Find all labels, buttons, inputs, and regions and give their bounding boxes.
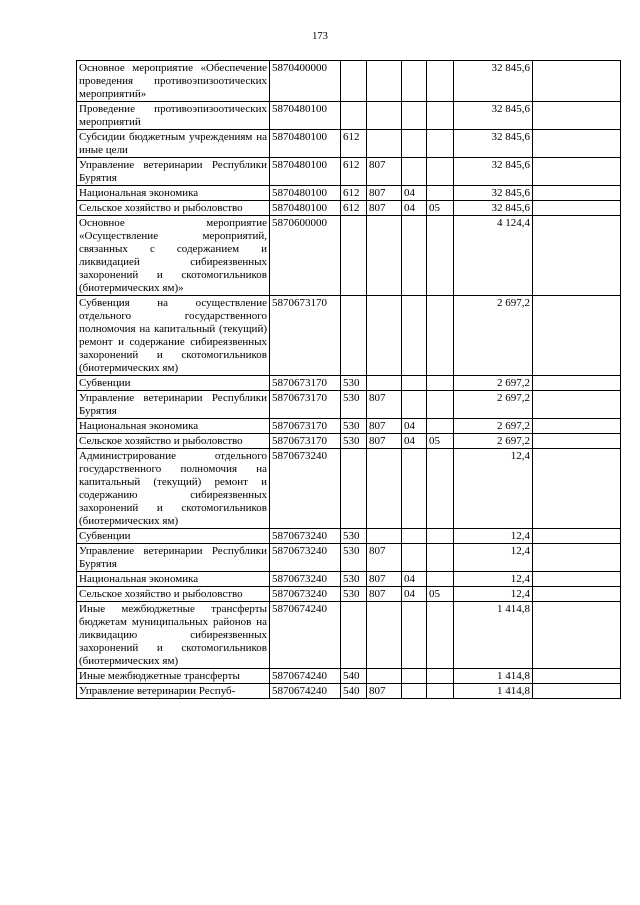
target-article-cell: 5870673240 bbox=[270, 529, 341, 544]
subsection-cell bbox=[427, 61, 454, 102]
subsection-cell: 05 bbox=[427, 201, 454, 216]
administrator-cell: 807 bbox=[367, 201, 402, 216]
administrator-cell: 807 bbox=[367, 572, 402, 587]
amount-cell: 1 414,8 bbox=[454, 669, 533, 684]
amount-cell: 32 845,6 bbox=[454, 130, 533, 158]
target-article-cell: 5870673170 bbox=[270, 296, 341, 376]
empty-cell bbox=[533, 572, 621, 587]
section-cell bbox=[402, 376, 427, 391]
empty-cell bbox=[533, 61, 621, 102]
expense-type-cell: 530 bbox=[341, 376, 367, 391]
administrator-cell: 807 bbox=[367, 434, 402, 449]
expense-type-cell: 612 bbox=[341, 130, 367, 158]
target-article-cell: 5870480100 bbox=[270, 158, 341, 186]
section-cell: 04 bbox=[402, 186, 427, 201]
section-cell bbox=[402, 669, 427, 684]
subsection-cell bbox=[427, 684, 454, 699]
target-article-cell: 5870673240 bbox=[270, 449, 341, 529]
empty-cell bbox=[533, 391, 621, 419]
table-row bbox=[77, 529, 621, 544]
table-row bbox=[77, 669, 621, 684]
expense-type-cell bbox=[341, 449, 367, 529]
subsection-cell: 05 bbox=[427, 587, 454, 602]
administrator-cell bbox=[367, 669, 402, 684]
administrator-cell: 807 bbox=[367, 419, 402, 434]
subsection-cell bbox=[427, 376, 454, 391]
row-name-cell: Управление ветеринарии Республики Бурятия bbox=[77, 391, 270, 419]
expense-type-cell bbox=[341, 102, 367, 130]
target-article-cell: 5870480100 bbox=[270, 186, 341, 201]
empty-cell bbox=[533, 201, 621, 216]
table-row bbox=[77, 419, 621, 434]
administrator-cell bbox=[367, 296, 402, 376]
section-cell bbox=[402, 449, 427, 529]
expense-type-cell: 530 bbox=[341, 419, 367, 434]
administrator-cell bbox=[367, 449, 402, 529]
target-article-cell: 5870674240 bbox=[270, 684, 341, 699]
row-name-cell: Управление ветеринарии Республики Бурятия bbox=[77, 158, 270, 186]
administrator-cell: 807 bbox=[367, 186, 402, 201]
section-cell bbox=[402, 544, 427, 572]
subsection-cell bbox=[427, 419, 454, 434]
target-article-cell: 5870674240 bbox=[270, 669, 341, 684]
expense-type-cell: 530 bbox=[341, 544, 367, 572]
expense-type-cell: 530 bbox=[341, 434, 367, 449]
row-name-cell: Субвенция на осуществление отдельного государственного полномочия на капитальный (текущий) ремонт и содержание сибиреязвенных захоронений и скотомогильников (биотермических ям) bbox=[77, 296, 270, 376]
section-cell: 04 bbox=[402, 201, 427, 216]
empty-cell bbox=[533, 158, 621, 186]
table-row bbox=[77, 201, 621, 216]
table-row bbox=[77, 602, 621, 669]
empty-cell bbox=[533, 587, 621, 602]
row-name-cell: Управление ветеринарии Республики Бурятия bbox=[77, 544, 270, 572]
target-article-cell: 5870480100 bbox=[270, 130, 341, 158]
row-name-cell: Субвенции bbox=[77, 376, 270, 391]
administrator-cell bbox=[367, 130, 402, 158]
empty-cell bbox=[533, 186, 621, 201]
subsection-cell bbox=[427, 669, 454, 684]
subsection-cell bbox=[427, 602, 454, 669]
amount-cell: 32 845,6 bbox=[454, 158, 533, 186]
amount-cell: 12,4 bbox=[454, 572, 533, 587]
amount-cell: 32 845,6 bbox=[454, 186, 533, 201]
section-cell bbox=[402, 102, 427, 130]
target-article-cell: 5870673170 bbox=[270, 391, 341, 419]
table-row bbox=[77, 376, 621, 391]
empty-cell bbox=[533, 602, 621, 669]
section-cell bbox=[402, 61, 427, 102]
target-article-cell: 5870673170 bbox=[270, 419, 341, 434]
amount-cell: 2 697,2 bbox=[454, 434, 533, 449]
expense-type-cell bbox=[341, 61, 367, 102]
row-name-cell: Сельское хозяйство и рыболовство bbox=[77, 434, 270, 449]
administrator-cell bbox=[367, 102, 402, 130]
budget-table bbox=[76, 60, 621, 699]
section-cell bbox=[402, 602, 427, 669]
target-article-cell: 5870480100 bbox=[270, 102, 341, 130]
target-article-cell: 5870673240 bbox=[270, 572, 341, 587]
row-name-cell: Сельское хозяйство и рыболовство bbox=[77, 587, 270, 602]
table-row bbox=[77, 434, 621, 449]
table-row bbox=[77, 61, 621, 102]
administrator-cell: 807 bbox=[367, 391, 402, 419]
amount-cell: 32 845,6 bbox=[454, 201, 533, 216]
subsection-cell bbox=[427, 130, 454, 158]
amount-cell: 1 414,8 bbox=[454, 684, 533, 699]
table-row bbox=[77, 130, 621, 158]
subsection-cell bbox=[427, 529, 454, 544]
administrator-cell: 807 bbox=[367, 158, 402, 186]
table-row bbox=[77, 684, 621, 699]
subsection-cell bbox=[427, 391, 454, 419]
empty-cell bbox=[533, 130, 621, 158]
administrator-cell bbox=[367, 216, 402, 296]
table-row bbox=[77, 102, 621, 130]
amount-cell: 4 124,4 bbox=[454, 216, 533, 296]
table-row bbox=[77, 158, 621, 186]
subsection-cell bbox=[427, 216, 454, 296]
amount-cell: 12,4 bbox=[454, 449, 533, 529]
amount-cell: 12,4 bbox=[454, 544, 533, 572]
page-number: 173 bbox=[312, 31, 328, 42]
row-name-cell: Субвенции bbox=[77, 529, 270, 544]
table-body bbox=[77, 61, 621, 699]
empty-cell bbox=[533, 102, 621, 130]
subsection-cell bbox=[427, 449, 454, 529]
row-name-cell: Субсидии бюджетным учреждениям на иные цели bbox=[77, 130, 270, 158]
table-row bbox=[77, 587, 621, 602]
subsection-cell bbox=[427, 544, 454, 572]
row-name-cell: Национальная экономика bbox=[77, 419, 270, 434]
target-article-cell: 5870600000 bbox=[270, 216, 341, 296]
expense-type-cell: 612 bbox=[341, 201, 367, 216]
expense-type-cell: 612 bbox=[341, 158, 367, 186]
administrator-cell bbox=[367, 61, 402, 102]
target-article-cell: 5870674240 bbox=[270, 602, 341, 669]
section-cell: 04 bbox=[402, 572, 427, 587]
amount-cell: 12,4 bbox=[454, 529, 533, 544]
section-cell bbox=[402, 158, 427, 186]
subsection-cell bbox=[427, 572, 454, 587]
empty-cell bbox=[533, 296, 621, 376]
row-name-cell: Национальная экономика bbox=[77, 186, 270, 201]
table-row bbox=[77, 296, 621, 376]
table-row bbox=[77, 216, 621, 296]
subsection-cell bbox=[427, 102, 454, 130]
amount-cell: 2 697,2 bbox=[454, 391, 533, 419]
empty-cell bbox=[533, 669, 621, 684]
row-name-cell: Основное мероприятие «Обеспечение проведения противоэпизоотических мероприятий» bbox=[77, 61, 270, 102]
table-row bbox=[77, 449, 621, 529]
expense-type-cell: 540 bbox=[341, 684, 367, 699]
section-cell: 04 bbox=[402, 587, 427, 602]
empty-cell bbox=[533, 216, 621, 296]
table-row bbox=[77, 544, 621, 572]
subsection-cell bbox=[427, 158, 454, 186]
administrator-cell bbox=[367, 376, 402, 391]
empty-cell bbox=[533, 434, 621, 449]
expense-type-cell: 530 bbox=[341, 572, 367, 587]
amount-cell: 32 845,6 bbox=[454, 61, 533, 102]
section-cell bbox=[402, 216, 427, 296]
amount-cell: 1 414,8 bbox=[454, 602, 533, 669]
section-cell bbox=[402, 684, 427, 699]
table-row bbox=[77, 572, 621, 587]
expense-type-cell: 540 bbox=[341, 669, 367, 684]
target-article-cell: 5870673240 bbox=[270, 544, 341, 572]
amount-cell: 2 697,2 bbox=[454, 419, 533, 434]
amount-cell: 32 845,6 bbox=[454, 102, 533, 130]
row-name-cell: Иные межбюджетные трансферты bbox=[77, 669, 270, 684]
row-name-cell: Основное мероприятие «Осуществление мероприятий, связанных с содержанием и ликвидацией сибиреязвенных захоронений и скотомогильников (биотермических ям)» bbox=[77, 216, 270, 296]
expense-type-cell bbox=[341, 602, 367, 669]
expense-type-cell: 530 bbox=[341, 587, 367, 602]
section-cell: 04 bbox=[402, 434, 427, 449]
section-cell: 04 bbox=[402, 419, 427, 434]
expense-type-cell: 612 bbox=[341, 186, 367, 201]
empty-cell bbox=[533, 376, 621, 391]
empty-cell bbox=[533, 529, 621, 544]
row-name-cell: Сельское хозяйство и рыболовство bbox=[77, 201, 270, 216]
section-cell bbox=[402, 529, 427, 544]
administrator-cell: 807 bbox=[367, 587, 402, 602]
administrator-cell: 807 bbox=[367, 684, 402, 699]
expense-type-cell: 530 bbox=[341, 529, 367, 544]
administrator-cell bbox=[367, 602, 402, 669]
row-name-cell: Национальная экономика bbox=[77, 572, 270, 587]
subsection-cell bbox=[427, 186, 454, 201]
administrator-cell: 807 bbox=[367, 544, 402, 572]
target-article-cell: 5870673170 bbox=[270, 376, 341, 391]
target-article-cell: 5870673170 bbox=[270, 434, 341, 449]
administrator-cell bbox=[367, 529, 402, 544]
expense-type-cell bbox=[341, 296, 367, 376]
empty-cell bbox=[533, 544, 621, 572]
row-name-cell: Управление ветеринарии Респуб- bbox=[77, 684, 270, 699]
target-article-cell: 5870480100 bbox=[270, 201, 341, 216]
subsection-cell bbox=[427, 296, 454, 376]
subsection-cell: 05 bbox=[427, 434, 454, 449]
amount-cell: 12,4 bbox=[454, 587, 533, 602]
amount-cell: 2 697,2 bbox=[454, 376, 533, 391]
section-cell bbox=[402, 130, 427, 158]
target-article-cell: 5870673240 bbox=[270, 587, 341, 602]
target-article-cell: 5870400000 bbox=[270, 61, 341, 102]
empty-cell bbox=[533, 449, 621, 529]
row-name-cell: Проведение противоэпизоотических мероприятий bbox=[77, 102, 270, 130]
row-name-cell: Администрирование отдельного государственного полномочия на капитальный (текущий) ремонт и содержанию сибиреязвенных захоронений и скотомогильников (биотермических ям) bbox=[77, 449, 270, 529]
section-cell bbox=[402, 391, 427, 419]
amount-cell: 2 697,2 bbox=[454, 296, 533, 376]
expense-type-cell bbox=[341, 216, 367, 296]
row-name-cell: Иные межбюджетные трансферты бюджетам муниципальных районов на ликвидацию сибиреязвенных захоронений и скотомогильников (биотермических ям) bbox=[77, 602, 270, 669]
empty-cell bbox=[533, 419, 621, 434]
table-row bbox=[77, 186, 621, 201]
expense-type-cell: 530 bbox=[341, 391, 367, 419]
section-cell bbox=[402, 296, 427, 376]
table-row bbox=[77, 391, 621, 419]
empty-cell bbox=[533, 684, 621, 699]
